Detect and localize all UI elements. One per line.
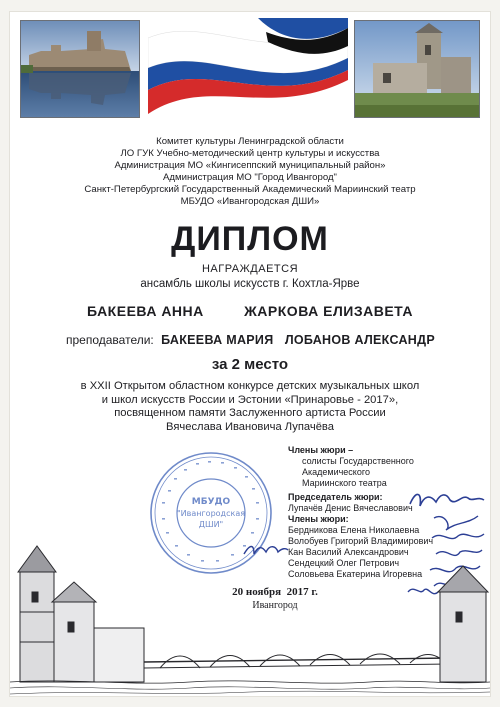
diploma-date: 20 ноября 2017 г. [232,586,318,598]
jury-member: Соловьева Екатерина Игоревна [288,569,423,579]
diploma-page [10,12,490,696]
organizer-line: Комитет культуры Ленинградской области [156,136,344,147]
contest-line: посвященном памяти Заслуженного артиста России [114,407,386,419]
awarded-label: НАГРАЖДАЕТСЯ [201,263,299,275]
place-awarded: за 2 место [211,356,289,373]
fortress-photo-right [354,20,480,118]
contest-line: в XXII Открытом областном конкурсе детских музыкальных школ [80,380,420,392]
chair-name: Лупачёв Денис Вячеславович [288,503,413,513]
teachers-line [66,332,466,348]
stamp-text-top: МБУДО [191,497,231,507]
recipient-line: ансамбль школы искусств г. Кохтла-Ярве [140,278,360,290]
flag-ribbon-icon [148,18,348,122]
diploma-title: ДИПЛОМ [171,220,329,258]
fortress-photo-left [20,20,140,118]
jury-description [288,445,478,489]
teacher-names: БАКЕЕВА МАРИЯ ЛОБАНОВ АЛЕКСАНДР [161,333,435,347]
jury-member: Волобуев Григорий Владимирович [288,536,434,546]
student-name: БАКЕЕВА АННА [87,303,204,319]
fortress-sketch-illustration [10,532,490,696]
contest-line: и школ искусств России и Эстонии «Принаровье - 2017», [101,393,399,406]
contest-line: Вячеслава Ивановича Лупачёва [166,420,334,433]
jury-heading: Члены жюри – [288,445,354,455]
jury-desc-line: Академического [302,467,370,477]
organizer-line: ЛО ГУК Учебно-методический центр культуры и искусства [120,148,380,159]
stamp-text-mid: "Ивангородская [176,509,246,518]
jury-member: Бердникова Елена Николаевна [288,525,420,535]
student-names [10,302,490,320]
stamp-text-bot: ДШИ" [198,520,224,529]
contest-description [50,380,450,434]
jury-desc-line: солисты Государственного [302,456,414,466]
student-name: ЖАРКОВА ЕЛИЗАВЕТА [244,303,413,319]
jury-desc-line: Мариинского театра [302,478,387,488]
organizers-block [70,136,430,208]
members-label: Члены жюри: [288,514,349,524]
jury-member: Кан Василий Александрович [288,547,409,557]
organizer-line: МБУДО «Ивангородская ДШИ» [180,196,320,207]
teachers-label: преподаватели: [66,333,154,347]
organizer-line: Администрация МО "Город Ивангород" [163,172,337,183]
organizer-line: Администрация МО «Кингисеппский муниципальный район» [114,160,386,171]
jury-member: Сендецкий Олег Петрович [288,558,400,568]
diploma-city: Ивангород [252,600,298,611]
chair-label: Председатель жюри: [288,492,383,502]
organizer-line: Санкт-Петербургский Государственный Академический Мариинский театр [84,184,416,195]
